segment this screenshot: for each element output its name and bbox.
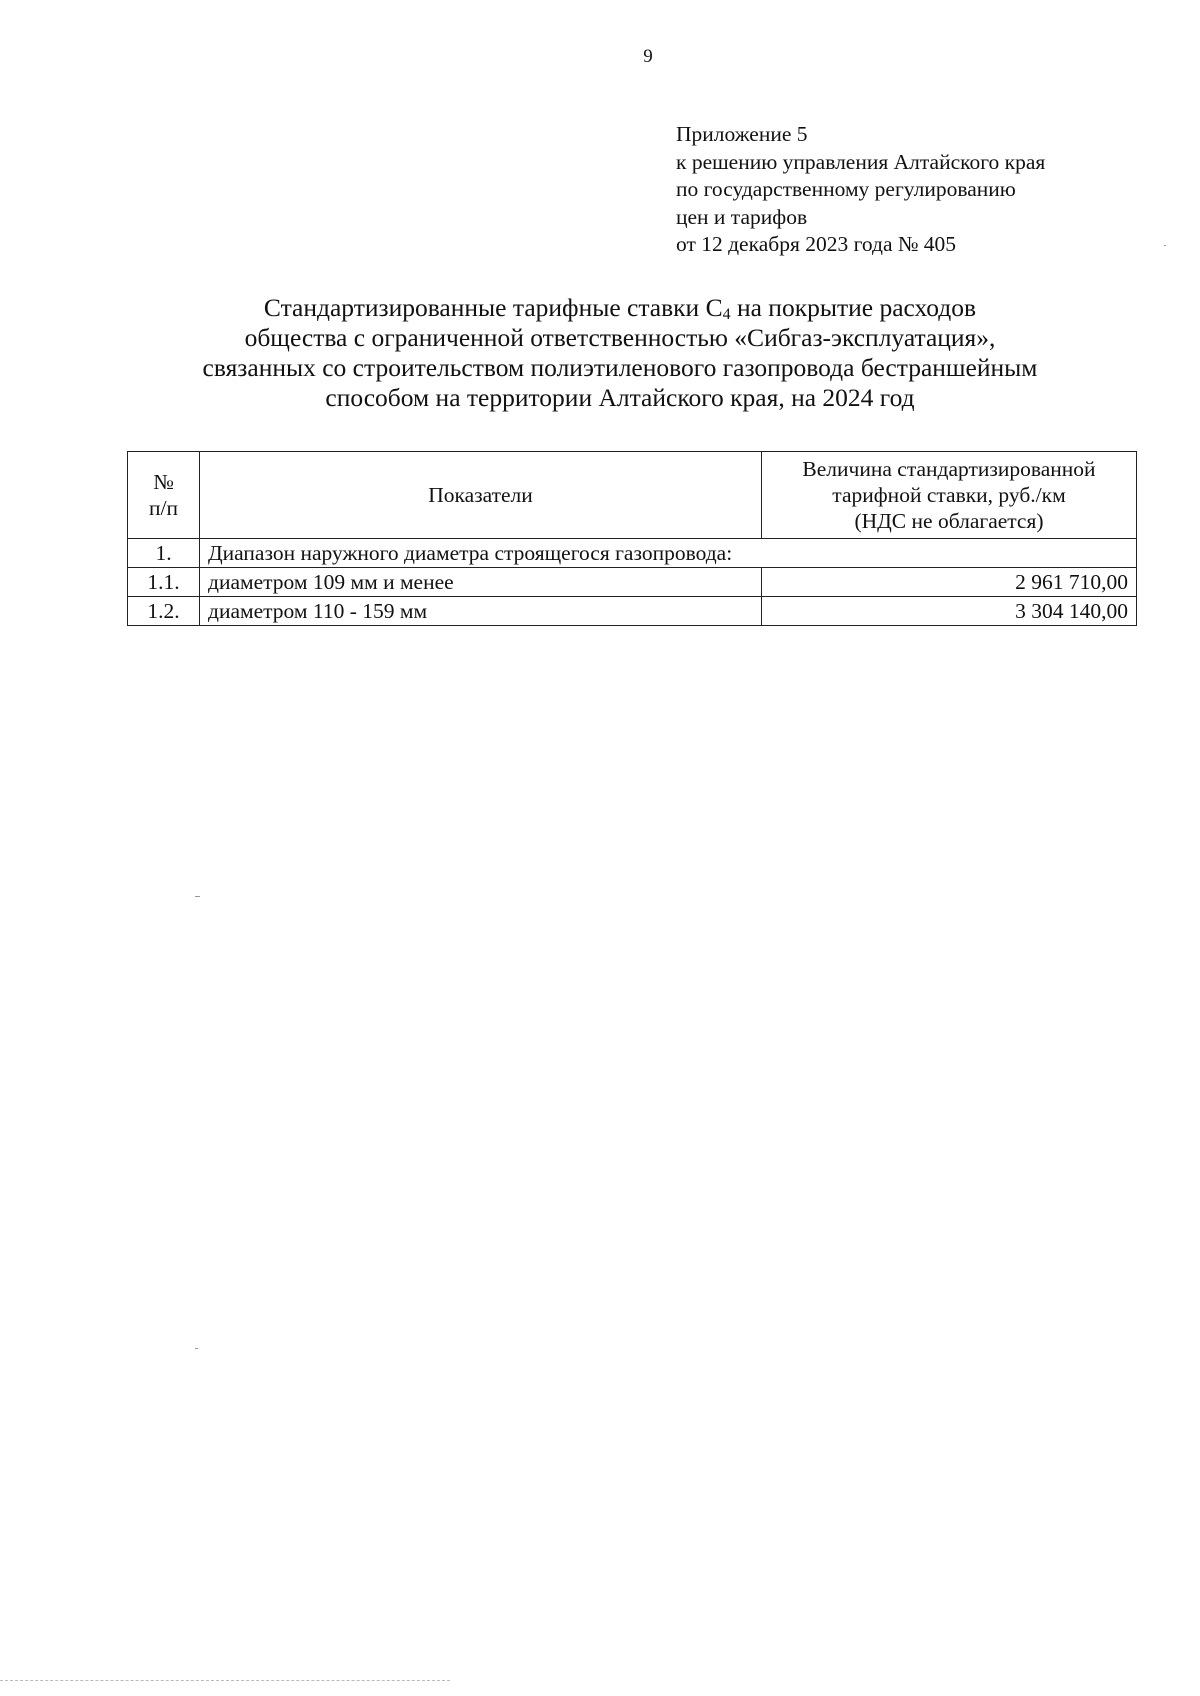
row-number: 1.1. — [128, 568, 200, 597]
title-text: Стандартизированные тарифные ставки С — [263, 293, 723, 322]
row-value: 3 304 140,00 — [762, 597, 1137, 626]
title-line-4: способом на территории Алтайского края, на 2024 год — [325, 383, 915, 412]
header-value — [762, 452, 1137, 539]
title-line-2: общества с ограниченной ответственностью «Сибгаз-эксплуатация», — [244, 323, 996, 352]
header-number-abbr: п/п — [149, 496, 178, 520]
scan-edge-line — [0, 1680, 450, 1682]
row-section-label: Диапазон наружного диаметра строящегося газопровода: — [200, 539, 1137, 568]
title-line-1 — [120, 293, 1120, 323]
appendix-line: по государственному регулированию — [676, 177, 1016, 201]
scan-speck — [195, 896, 200, 897]
tariff-table — [127, 451, 1137, 626]
table-row — [128, 568, 1137, 597]
header-value-line: (НДС не облагается) — [854, 509, 1044, 533]
scan-speck — [1164, 245, 1166, 246]
appendix-line: Приложение 5 — [676, 122, 808, 146]
header-value-line: Величина стандартизированной — [802, 457, 1096, 481]
row-indicator: диаметром 110 - 159 мм — [200, 597, 762, 626]
row-number: 1. — [128, 539, 200, 568]
header-indicator: Показатели — [200, 452, 762, 539]
appendix-line: цен и тарифов — [676, 204, 808, 229]
header-number — [128, 452, 200, 539]
title-subscript: 4 — [722, 306, 731, 323]
table-row-section — [128, 539, 1137, 568]
page-number: 9 — [643, 46, 653, 67]
row-value: 2 961 710,00 — [762, 568, 1137, 597]
appendix-line: к решению управления Алтайского края — [676, 149, 1046, 174]
header-number-symbol: № — [153, 470, 174, 494]
table-header-row — [128, 452, 1137, 539]
title-text: на покрытие расходов — [730, 293, 977, 322]
scan-speck — [195, 1348, 198, 1349]
table-row — [128, 597, 1137, 626]
document-title — [120, 293, 1120, 413]
appendix-line: от 12 декабря 2023 года № 405 — [676, 232, 956, 256]
header-value-line: тарифной ставки, руб./км — [832, 483, 1066, 507]
appendix-block — [676, 121, 1045, 259]
row-number: 1.2. — [128, 597, 200, 626]
title-line-3: связанных со строительством полиэтиленового газопровода бестраншейным — [202, 353, 1038, 382]
row-indicator: диаметром 109 мм и менее — [200, 568, 762, 597]
